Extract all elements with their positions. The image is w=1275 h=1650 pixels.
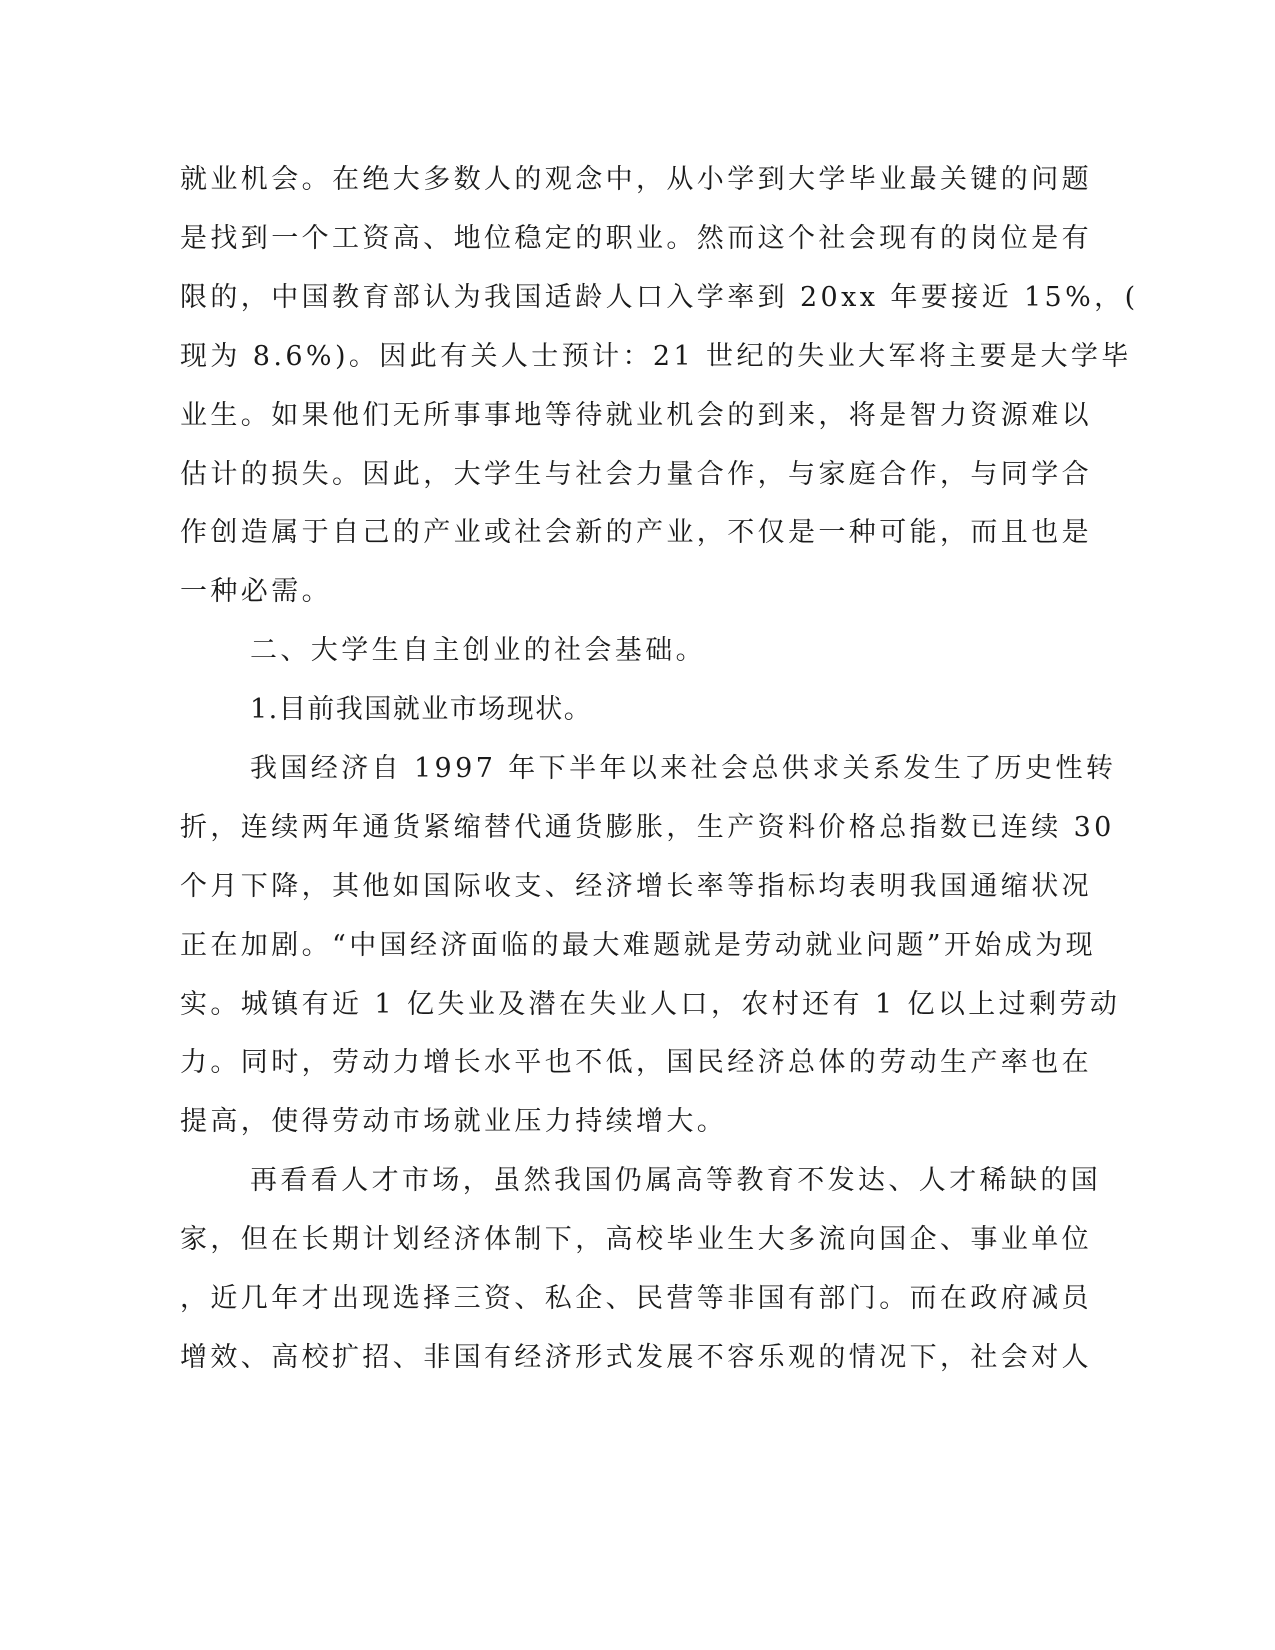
- text-line: 估计的损失。因此，大学生与社会力量合作，与家庭合作，与同学合: [180, 459, 1092, 490]
- text-line: 增效、高校扩招、非国有经济形式发展不容乐观的情况下，社会对人: [180, 1342, 1092, 1373]
- subsection-heading: 1.目前我国就业市场现状。: [250, 694, 593, 725]
- text-line: 业生。如果他们无所事事地等待就业机会的到来，将是智力资源难以: [180, 400, 1092, 431]
- text-line: 正在加剧。“中国经济面临的最大难题就是劳动就业问题”开始成为现: [180, 930, 1097, 961]
- text-line: 再看看人才市场，虽然我国仍属高等教育不发达、人才稀缺的国: [250, 1165, 1102, 1196]
- text-line: 提高，使得劳动市场就业压力持续增大。: [180, 1106, 728, 1137]
- text-line: 限的，中国教育部认为我国适龄人口入学率到 20xx 年要接近 15%，(: [180, 282, 1139, 313]
- text-line: 一种必需。: [180, 576, 332, 607]
- text-line: 是找到一个工资高、地位稳定的职业。然而这个社会现有的岗位是有: [180, 223, 1092, 254]
- text-line: 力。同时，劳动力增长水平也不低，国民经济总体的劳动生产率也在: [180, 1047, 1092, 1078]
- text-line: ，近几年才出现选择三资、私企、民营等非国有部门。而在政府减员: [180, 1283, 1092, 1314]
- text-line: 家，但在长期计划经济体制下，高校毕业生大多流向国企、事业单位: [180, 1224, 1092, 1255]
- text-line: 我国经济自 1997 年下半年以来社会总供求关系发生了历史性转: [250, 753, 1117, 784]
- text-line: 个月下降，其他如国际收支、经济增长率等指标均表明我国通缩状况: [180, 871, 1092, 902]
- text-line: 作创造属于自己的产业或社会新的产业，不仅是一种可能，而且也是: [180, 517, 1092, 548]
- text-line: 现为 8.6%)。因此有关人士预计：21 世纪的失业大军将主要是大学毕: [180, 341, 1132, 372]
- section-heading: 二、大学生自主创业的社会基础。: [250, 635, 706, 666]
- text-line: 折，连续两年通货紧缩替代通货膨胀，生产资料价格总指数已连续 30: [180, 812, 1115, 843]
- text-line: 实。城镇有近 1 亿失业及潜在失业人口，农村还有 1 亿以上过剩劳动: [180, 989, 1121, 1020]
- text-line: 就业机会。在绝大多数人的观念中，从小学到大学毕业最关键的问题: [180, 164, 1092, 195]
